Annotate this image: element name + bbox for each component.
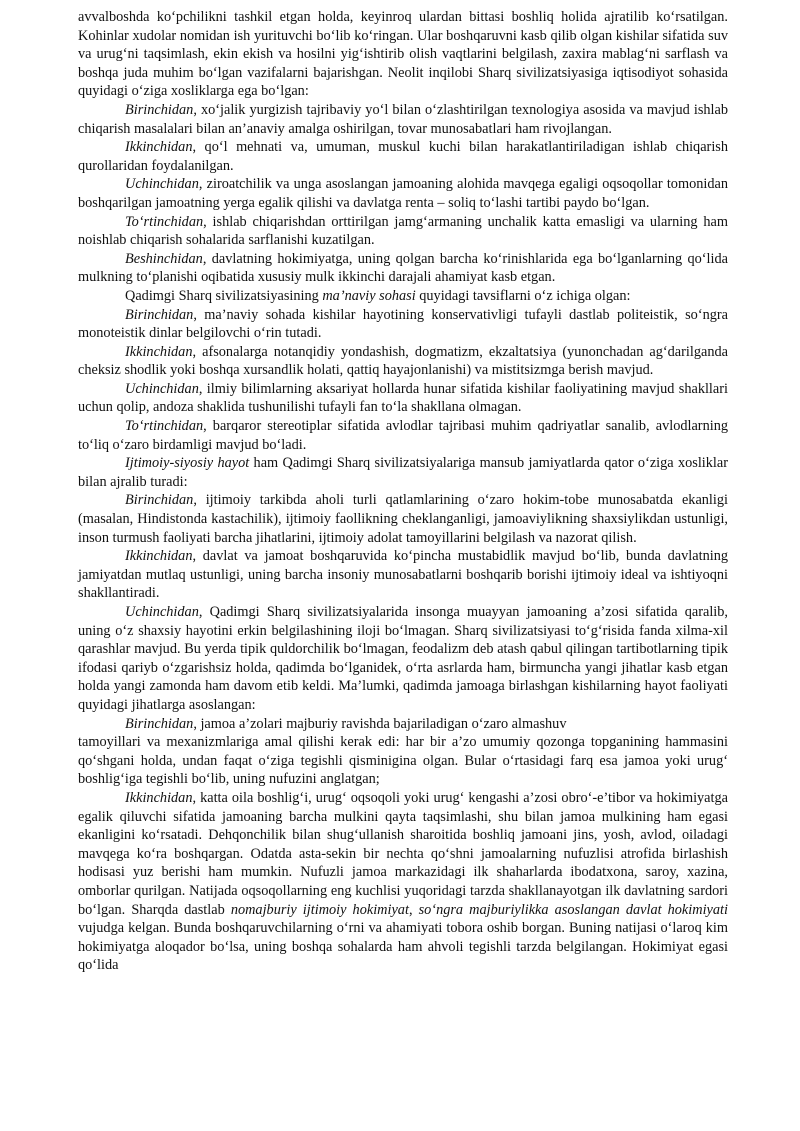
paragraph [78, 491, 728, 547]
paragraph [78, 380, 728, 417]
paragraph [78, 306, 728, 343]
paragraph [78, 175, 728, 212]
italic-text: so‘ngra majburiylikka asoslangan davlat hokimiyati [418, 901, 728, 918]
paragraph [78, 547, 728, 603]
italic-text: Uchinchidan [125, 604, 199, 620]
italic-text: nomajburiy ijtimoiy hokimiyat [230, 901, 409, 918]
italic-text: To‘rtinchidan [125, 418, 204, 435]
paragraph [78, 715, 728, 734]
italic-text: Birinchidan [125, 492, 194, 509]
text-segment: , ziroatchilik va unga asoslangan jamoaning alohida mavqega egaligi oqsoqollar tomonidan boshqarilgan jamoatning yerga egalik qilishi va davlatga renta – soliq to‘lashi tartibi paydo bo‘lgan. [78, 176, 728, 211]
italic-text: Ikkinchidan [125, 343, 193, 360]
italic-text: Beshinchidan [125, 250, 203, 267]
italic-text: Birinchidan [125, 715, 194, 732]
paragraph [78, 733, 728, 789]
paragraph [78, 101, 728, 138]
italic-text: Ikkinchidan [125, 139, 193, 156]
text-segment: , katta oila boshlig‘i, urug‘ oqsoqoli yoki urug‘ kengashi a’zosi obro‘-e’tibor va hokimiyatga egalik qiluvchi sifatida jamoaning barcha mulkini qayta taqsimlashi, shu bilan jamoa mulkining ham egasi ekanligini ko‘rsatadi. Dehqonchilik bilan shug‘ullanish sharoitida boshliq jamoani jins, yosh, avlod, oiladagi mavqega ko‘ra boshqargan. Odatda asta-sekin bir nechta qo‘shni jamoalarning nufuzlisi atrofida birlashish hodisasi yuz berishi ham mumkin. Nufuzli jamoa markazidagi ilk shaharlarda ibodatxona, saroy, xazina, omborlar qurilgan. Natijada oqsoqollarning eng kuchlisi yuqoridagi tarzda shakllanayotgan ilk davlatning sardori bo‘lgan. Sharqda dastlab [78, 789, 728, 918]
text-segment: , davlat va jamoat boshqaruvida ko‘pincha mustabidlik mavjud bo‘lib, bunda davlatning jamiyatdan mutlaq ustunligi, uning barcha insoniy munosabatlarni boshqarib borishi ijtimoiy ideal va ishtiyoqni shakllantiradi. [78, 548, 728, 602]
text-segment: , davlatning hokimiyatga, uning qolgan barcha ko‘rinishlarida ega bo‘lganlarning qo‘lida mulkning to‘planishi oqibatida xususiy mulk ikkinchi darajali ahamiyat kasb etgan. [78, 250, 728, 286]
paragraph [78, 454, 728, 491]
text-segment: avvalboshda ko‘pchilikni tashkil etgan holda, keyinroq ulardan bittasi boshliq holida ajratilib ko‘rsatilgan. Kohinlar xudolar nomidan ish yurituvchi bo‘lib ko‘ringan. Ular boshqaruvni kasb qilib olgan kishilar sifatida suv va urug‘ni taqsimlash, ekin ekish va hosilni yig‘ishtirib olish vaqtlarini belgilash, zaxira mablag‘ni sarflash va boshqa juda muhim bo‘lgan vazifalarni bajarishgan. Neolit inqilobi Sharq sivilizatsiyasiga iqtisodiyot sohasida quyidagi o‘ziga xosliklarga ega bo‘lgan: [78, 9, 728, 100]
paragraph [78, 287, 728, 306]
italic-text: To‘rtinchidan [125, 213, 204, 230]
text-segment: , barqaror stereotiplar sifatida avlodlar tajribasi muhim qadriyatlar sanalib, avlodlarning to‘liq o‘zaro birdamligi mavjud bo‘ladi. [78, 418, 728, 453]
paragraph [78, 417, 728, 454]
paragraph [78, 8, 728, 101]
italic-text: Uchinchidan [125, 176, 199, 193]
italic-text: Ikkinchidan [125, 789, 193, 806]
text-segment: vujudga kelgan. Bunda boshqaruvchilarning o‘rni va ahamiyati tobora oshib borgan. Buning natijasi o‘laroq kim hokimiyatga aloqador bo‘lsa, uning boshqa sohalarda ham ahvoli tegishli tarzda belgilangan. Hokimiyat egasi qo‘lida [78, 920, 728, 974]
text-segment: , xo‘jalik yurgizish tajribaviy yo‘l bilan o‘zlashtirilgan texnologiya asosida va mavjud ishlab chiqarish masalalari bilan an’anaviy amalga oshirilgan, tovar munosabatlari ham rivojlangan. [78, 101, 728, 137]
text-segment: , Qadimgi Sharq sivilizatsiyalarida insonga muayyan jamoaning a’zosi sifatida qaralib, uning o‘z shaxsiy hayotini erkin belgilashining iloji bo‘lmagan. Sharq sivilizatsiyasi to‘g‘risida fanda xilma-xil qarashlar mavjud. Bu yerda tipik quldorchilik bo‘lmagan, feodalizm deb atash qabul qilingan tartibotlarning tipik ifodasi qariyb o‘zgarishsiz holda, qadimda bo‘lganidek, o‘rta asrlarda ham, birmuncha yangi jihatlar kasb etgan holda yangi zamonda ham davom etib keldi. Ma’lumki, qadimda jamoaga birlashgan kishilarning hayot faoliyati quyidagi jihatlarga asoslangan: [78, 604, 728, 713]
text-segment: , ishlab chiqarishdan orttirilgan jamg‘armaning unchalik katta emasligi va ularning ham noishlab chiqarish sohalarida sarflanishi kuzatilgan. [78, 213, 728, 249]
text-segment: , qo‘l mehnati va, umuman, muskul kuchi bilan harakatlantiriladigan ishlab chiqarish qurollaridan foydalanilgan. [78, 139, 728, 174]
text-segment: , ma’naviy sohada kishilar hayotining konservativligi tufayli dastlab politeistik, so‘ngra monoteistik dinlar belgilovchi o‘rin tutadi. [78, 306, 728, 342]
italic-text: Birinchidan [125, 306, 194, 323]
paragraph [78, 603, 728, 715]
document-page [78, 8, 728, 975]
paragraph [78, 138, 728, 175]
text-segment: , jamoa a’zolari majburiy ravishda bajariladigan o‘zaro almashuv [193, 715, 567, 732]
paragraph [78, 789, 728, 975]
text-segment: quyidagi tavsiflarni o‘z ichiga olgan: [415, 287, 631, 304]
italic-text: Uchinchidan [125, 380, 199, 397]
italic-text: Ikkinchidan [125, 548, 193, 565]
paragraph [78, 250, 728, 287]
paragraph [78, 213, 728, 250]
text-segment: , [408, 901, 419, 918]
text-segment: , ilmiy bilimlarning aksariyat hollarda hunar sifatida kishilar faoliyatining mavjud shakllari uchun qolip, andoza shaklida tushunilishi tufayli fan to‘la shakllana olmagan. [78, 380, 728, 416]
italic-text: Ijtimoiy-siyosiy hayot [125, 455, 250, 472]
text-segment: , afsonalarga notanqidiy yondashish, dogmatizm, ekzaltatsiya (yunonchadan ag‘darilganda cheksiz shodlik yoki boshqa xursandlik holati, qattiq hayajonlanishi) va mistitsizmga berish mavjud. [78, 343, 728, 379]
text-segment: , ijtimoiy tarkibda aholi turli qatlamlarining o‘zaro hokim-tobe munosabatda ekanligi (masalan, Hindistonda kastachilik), ijtimoiy faollikning cheklanganligi, jamoaviylikning shaxsiylikdan ustunligi, inson turmush faoliyati barcha jihatlarini, ijtimoiy adolat tamoyillarini belgilash va nazorat qilish. [78, 492, 728, 546]
italic-text: Birinchidan [125, 101, 194, 118]
text-segment: ham Qadimgi Sharq sivilizatsiyalariga mansub jamiyatlarda qator o‘ziga xosliklar bilan ajralib turadi: [78, 455, 729, 490]
text-segment: Qadimgi Sharq sivilizatsiyasining [125, 287, 323, 304]
italic-text: ma’naviy sohasi [322, 287, 416, 304]
text-segment: tamoyillari va mexanizmlariga amal qilishi kerak edi: har bir a’zo umumiy qozonga topganining hammasini qo‘shgani holda, undan faqat o‘ziga tegishli qisminigina olgan. Bular o‘rtasidagi farq esa jamoa yoki urug‘ boshlig‘iga tegishli bo‘lib, uning nufuzini anglatgan; [78, 734, 728, 788]
paragraph [78, 343, 728, 380]
